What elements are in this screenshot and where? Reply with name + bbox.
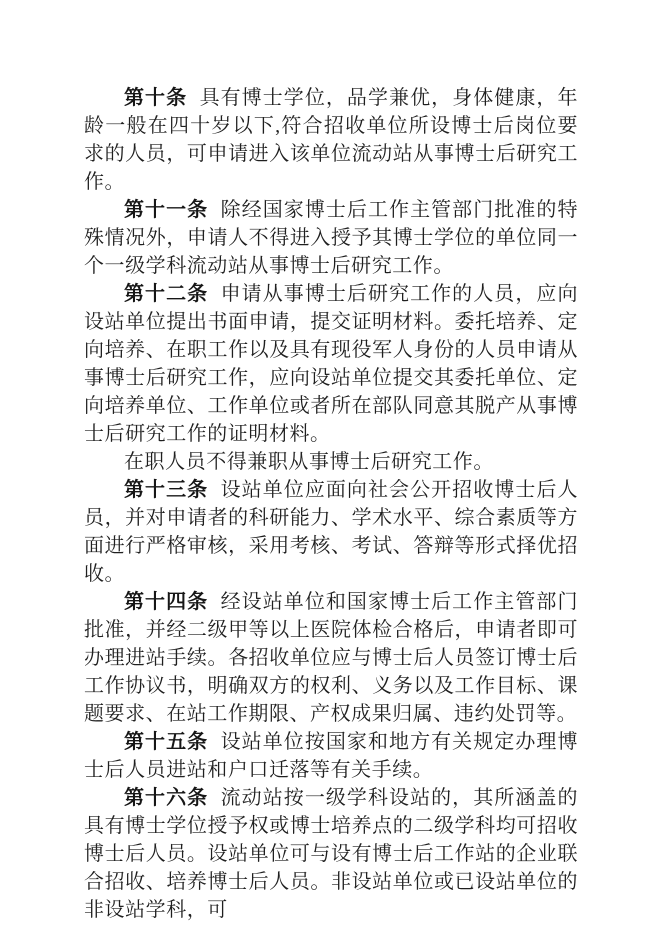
article-paragraph bbox=[84, 84, 578, 196]
article-paragraph bbox=[84, 588, 578, 728]
article-paragraph bbox=[84, 280, 578, 448]
article-text: 申请从事博士后研究工作的人员，应向设站单位提出书面申请，提交证明材料。委托培养、定向培养、在职工作以及具有现役军人身份的人员申请从事博士后研究工作，应向设站单位提交其委托单位、定向培养单位、工作单位或者所在部队同意其脱产从事博士后研究工作的证明材料。 bbox=[84, 283, 578, 445]
article-paragraph bbox=[84, 784, 578, 924]
article-text: 经设站单位和国家博士后工作主管部门批准，并经二级甲等以上医院体检合格后，申请者即可办理进站手续。各招收单位应与博士后人员签订博士后工作协议书，明确双方的权利、义务以及工作目标、课题要求、在站工作期限、产权成果归属、违约处罚等。 bbox=[84, 591, 578, 725]
document-body bbox=[84, 84, 578, 924]
article-text: 流动站按一级学科设站的，其所涵盖的具有博士学位授予权或博士培养点的二级学科均可招收博士后人员。设站单位可与设有博士后工作站的企业联合招收、培养博士后人员。非设站单位或已设站单位的非设站学科，可 bbox=[84, 787, 578, 921]
article-paragraph bbox=[84, 448, 578, 476]
article-text: 除经国家博士后工作主管部门批准的特殊情况外，申请人不得进入授予其博士学位的单位同一个一级学科流动站从事博士后研究工作。 bbox=[84, 199, 578, 277]
article-paragraph bbox=[84, 476, 578, 588]
article-text: 设站单位按国家和地方有关规定办理博士后人员进站和户口迁落等有关手续。 bbox=[84, 731, 578, 781]
article-text: 设站单位应面向社会公开招收博士后人员，并对申请者的科研能力、学术水平、综合素质等方面进行严格审核，采用考核、考试、答辩等形式择优招收。 bbox=[84, 479, 578, 585]
article-paragraph bbox=[84, 728, 578, 784]
article-number: 第十四条 bbox=[124, 591, 209, 613]
article-number: 第十六条 bbox=[124, 787, 209, 809]
article-text: 具有博士学位，品学兼优，身体健康，年龄一般在四十岁以下,符合招收单位所设博士后岗位要求的人员，可申请进入该单位流动站从事博士后研究工作。 bbox=[84, 87, 579, 193]
article-number: 第十五条 bbox=[124, 731, 209, 753]
article-number: 第十条 bbox=[124, 87, 188, 109]
article-number: 第十三条 bbox=[124, 479, 209, 501]
article-paragraph bbox=[84, 196, 578, 280]
article-text: 在职人员不得兼职从事博士后研究工作。 bbox=[124, 451, 494, 473]
article-number: 第十二条 bbox=[124, 283, 209, 305]
article-number: 第十一条 bbox=[124, 199, 209, 221]
